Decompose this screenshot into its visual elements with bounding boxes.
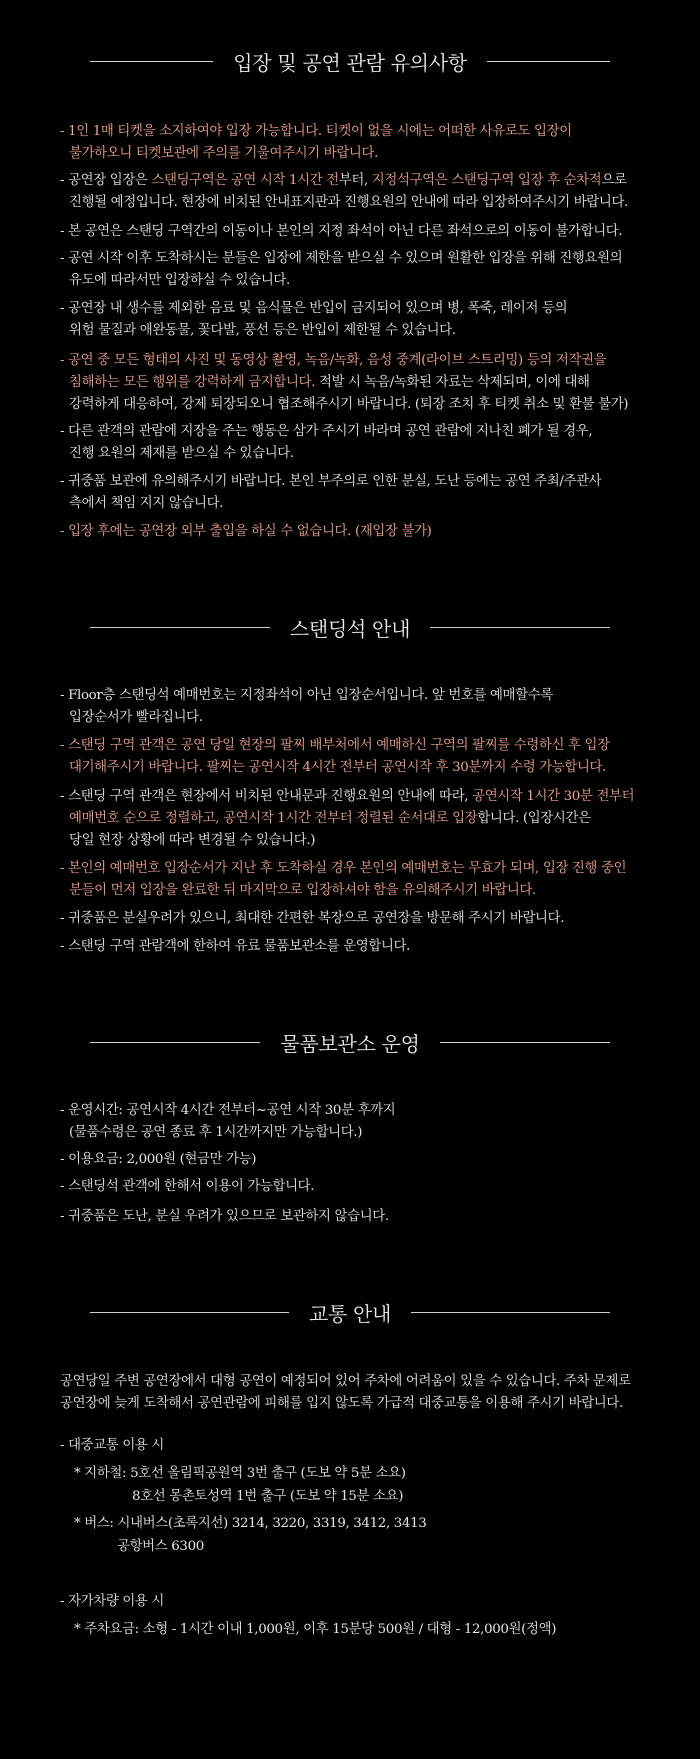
standing-section-title bbox=[90, 610, 610, 644]
transport-intro: 공연당일 주변 공연장에서 대형 공연이 예정되어 있어 주차에 어려움이 있을 수 있습니다. 주차 문제로 공연장에 늦게 도착해서 공연관람에 피해를 입지 않도록 가급적 대중교통을 이용해 주시기 바랍니다. bbox=[60, 1374, 631, 1411]
storage-item-2: - 이용요금: 2,000원 (현금만 가능) bbox=[60, 1152, 257, 1167]
entry-title-text: 입장 및 공연 관람 유의사항 bbox=[233, 50, 467, 75]
title-divider-right bbox=[487, 61, 610, 62]
entry-section-title bbox=[90, 44, 610, 78]
bus-line-2: 공항버스 6300 bbox=[117, 1539, 204, 1554]
transport-title-text: 교통 안내 bbox=[308, 1301, 392, 1326]
entry-item-4: - 공연 시작 이후 도착하시는 분들은 입장에 제한을 받으실 수 있으며 원활한 입장을 위해 진행요원의 유도에 따라서만 입장하실 수 있습니다. bbox=[60, 251, 623, 288]
entry-item-9: - 입장 후에는 공연장 외부 출입을 하실 수 없습니다. (재입장 불가) bbox=[60, 524, 432, 539]
entry-item-1: - 1인 1매 티켓을 소지하여야 입장 가능합니다. 티켓이 없을 시에는 어떠한 사유로도 입장이 불가하오니 티켓보관에 주의를 기울여주시기 바랍니다. bbox=[60, 124, 572, 161]
subway-line-2: 8호선 몽촌토성역 1번 출구 (도보 약 15분 소요) bbox=[132, 1489, 404, 1504]
title-divider-left bbox=[90, 61, 213, 62]
parking-fee: * 주차요금: 소형 - 1시간 이내 1,000원, 이후 15분당 500원 / 대형 - 12,000원(정액) bbox=[74, 1622, 557, 1637]
standing-item-3: - 스탠딩 구역 관객은 현장에서 비치된 안내문과 진행요원의 안내에 따라, 공연시작 1시간 30분 전부터 예매번호 순으로 정렬하고, 공연시작 1시간 전부터 정렬된 순서대로 입장합니다. (입장시간은 당일 현장 상황에 따라 변경될 수 있습니다.) bbox=[60, 789, 635, 848]
entry-item-6: - 공연 중 모든 형태의 사진 및 동영상 촬영, 녹음/녹화, 음성 중계(라이브 스트리밍) 등의 저작권을 침해하는 모든 행위를 강력하게 금지합니다. 적발 시 녹음/녹화된 자료는 삭제되며, 이에 대해 강력하게 대응하여, 강제 퇴장되오니 협조해주시기 바랍니다. (퇴장 조치 후 티켓 취소 및 환불 불가) bbox=[60, 353, 629, 412]
public-transport-heading: - 대중교통 이용 시 bbox=[60, 1438, 164, 1453]
entry-item-7: - 다른 관객의 관람에 지장을 주는 행동은 삼가 주시기 바라며 공연 관람에 지나친 폐가 될 경우, 진행 요원의 제재를 받으실 수 있습니다. bbox=[60, 424, 593, 461]
title-divider-right bbox=[440, 1042, 610, 1043]
title-divider-left bbox=[90, 627, 270, 628]
entry-item-2: - 공연장 입장은 스탠딩구역은 공연 시작 1시간 전부터, 지정석구역은 스탠딩구역 입장 후 순차적으로 진행될 예정입니다. 현장에 비치된 안내표지판과 진행요원의 안내에 따라 입장하여주시기 바랍니다. bbox=[60, 173, 628, 210]
storage-section-title bbox=[90, 1025, 610, 1059]
storage-item-1: - 운영시간: 공연시작 4시간 전부터~공연 시작 30분 후까지 (물품수령은 공연 종료 후 1시간까지만 가능합니다.) bbox=[60, 1103, 396, 1140]
standing-title-text: 스탠딩석 안내 bbox=[289, 616, 411, 641]
title-divider-left bbox=[90, 1312, 289, 1313]
entry-item-5: - 공연장 내 생수를 제외한 음료 및 음식물은 반입이 금지되어 있으며 병, 폭죽, 레이저 등의 위험 물질과 애완동물, 꽃다발, 풍선 등은 반입이 제한될 수 있습니다. bbox=[60, 301, 568, 338]
standing-item-5: - 귀중품은 분실우려가 있으니, 최대한 간편한 복장으로 공연장을 방문해 주시기 바랍니다. bbox=[60, 911, 565, 926]
bus-line-1: * 버스: 시내버스(초록지선) 3214, 3220, 3319, 3412, 3413 bbox=[74, 1516, 427, 1531]
title-divider-left bbox=[90, 1042, 260, 1043]
storage-title-text: 물품보관소 운영 bbox=[280, 1031, 420, 1056]
standing-item-6: - 스탠딩 구역 관람객에 한하여 유료 물품보관소를 운영합니다. bbox=[60, 939, 411, 954]
storage-item-4: - 귀중품은 도난, 분실 우려가 있으므로 보관하지 않습니다. bbox=[60, 1209, 389, 1224]
entry-item-8: - 귀중품 보관에 유의해주시기 바랍니다. 본인 부주의로 인한 분실, 도난 등에는 공연 주최/주관사 측에서 책임 지지 않습니다. bbox=[60, 474, 602, 511]
standing-item-4: - 본인의 예매번호 입장순서가 지난 후 도착하실 경우 본인의 예매번호는 무효가 되며, 입장 진행 중인 분들이 먼저 입장을 완료한 뒤 마지막으로 입장하셔야 함을 유의해주시기 바랍니다. bbox=[60, 861, 627, 898]
transport-section-title bbox=[90, 1295, 610, 1329]
storage-item-3: - 스탠딩석 관객에 한해서 이용이 가능합니다. bbox=[60, 1179, 315, 1194]
entry-item-3: - 본 공연은 스탠딩 구역간의 이동이나 본인의 지정 좌석이 아닌 다른 좌석으로의 이동이 불가합니다. bbox=[60, 224, 623, 239]
standing-item-1: - Floor층 스탠딩석 예매번호는 지정좌석이 아닌 입장순서입니다. 앞 번호를 예매할수록 입장순서가 빨라집니다. bbox=[60, 688, 553, 725]
title-divider-right bbox=[430, 627, 610, 628]
subway-line-1: * 지하철: 5호선 올림픽공원역 3번 출구 (도보 약 5분 소요) bbox=[74, 1466, 406, 1481]
car-heading: - 자가차량 이용 시 bbox=[60, 1594, 164, 1609]
title-divider-right bbox=[411, 1312, 610, 1313]
standing-item-2: - 스탠딩 구역 관객은 공연 당일 현장의 팔찌 배부처에서 예매하신 구역의 팔찌를 수령하신 후 입장 대기해주시기 바랍니다. 팔찌는 공연시작 4시간 전부터 공연시작 후 30분까지 수령 가능합니다. bbox=[60, 738, 610, 775]
